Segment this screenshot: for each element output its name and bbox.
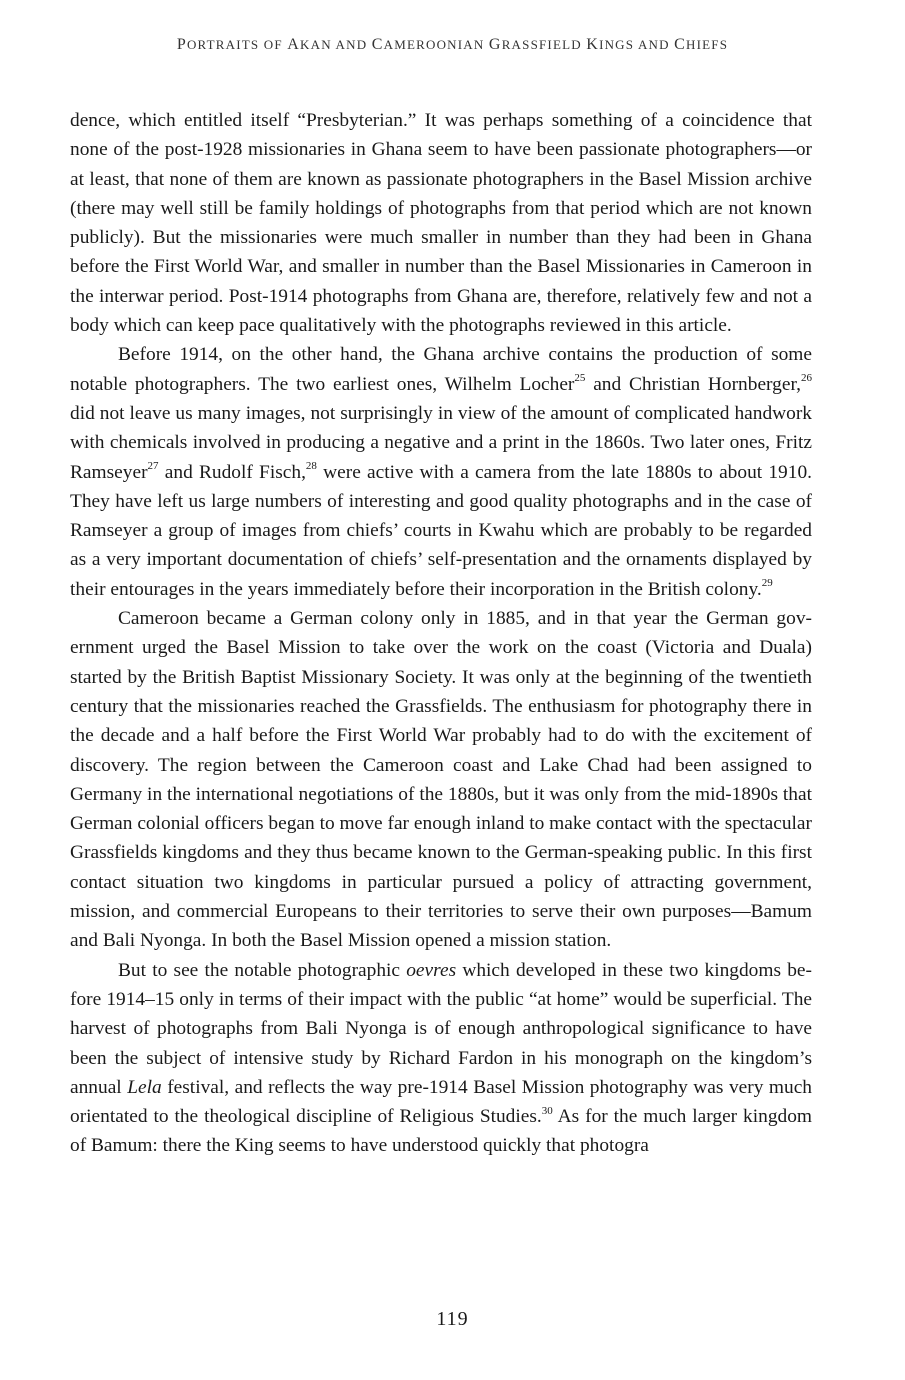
footnote-reference: 30	[541, 1104, 553, 1117]
running-head	[0, 36, 905, 54]
italic-term: Lela	[127, 1076, 162, 1098]
text-run: and Christian Hornberger,	[585, 373, 801, 395]
running-head-word: OF	[263, 37, 283, 52]
body-paragraph	[70, 604, 812, 956]
text-run: As for the much larger kingdom of Bamum: there the King seems to have understood quickly that photogra	[70, 1106, 813, 1157]
body-paragraph	[70, 340, 812, 604]
footnote-reference: 28	[305, 460, 317, 473]
text-run: dence, which entitled itself “Presbyterian.” It was perhaps something of a coincidence that none of the post-1928 missionaries in Ghana seem to have been passionate photographers—or at least, that none of them are known as passionate photographers in the Basel Mission archive (there may well still be family holdings of photographs from that period which are not known publicly). But the missionaries were much smaller in number than they had been in Ghana before the First World War, and smaller in number than the Basel Missionaries in Cameroon in the interwar period. Post-1914 photographs from Ghana are, therefore, relatively few and not a body which can keep pace qualitatively with the photographs reviewed in this article.	[70, 110, 812, 337]
footnote-reference: 25	[574, 372, 586, 385]
footnote-reference: 27	[147, 460, 159, 473]
running-head-word: PORTRAITS	[176, 36, 260, 53]
footnote-reference: 26	[801, 372, 812, 385]
running-head-word: KINGS	[586, 36, 635, 53]
text-run: festival, and reflects the way pre-1914 Basel Mission photography was very much orientated to the theological discipline of Religious Studies.	[70, 1076, 812, 1128]
text-run: Cameroon became a German colony only in 1885, and in that year the German government urged the Basel Mission to take over the work on the coast (Victoria and Duala) started by the British Baptist Missionary Society. It was only at the beginning of the twentieth century that the missionaries reached the Grassfields. The enthusiasm for photography there in the decade and a half before the First World War probably had to do with the excitement of discovery. The region between the Cameroon coast and Lake Chad had been assigned to Germany in the international negotiations of the 1880s, but it was only from the mid-1890s that German colonial officers began to move far enough inland to make contact with the spectacular Grassfields kingdoms and they thus became known to the German-speaking public. In this first contact situation two kingdoms in particular pursued a policy of attracting government, mission, and commercial Europeans to their territories to serve their own purposes—Bamum and Bali Nyonga. In both the Basel Mission opened a mission station.	[70, 608, 812, 952]
text-run: But to see the notable photographic	[118, 959, 407, 981]
running-head-word: AND	[335, 37, 368, 52]
text-run: were active with a camera from the late 1880s to about 1910. They have left us large numbers of interesting and good quality photographs and in the case of Ramseyer a group of images from chiefs’ courts in Kwahu which are probably to be regarded as a very important documentation of chiefs’ self-presentation and the ornaments displayed by their entourages in the years immediately before their incorporation in the British colony.	[70, 461, 812, 600]
text-run: did not leave us many images, not surprisingly in view of the amount of complicated handwork with chemicals involved in producing a negative and a print in the 1860s. Two later ones, Fritz Ramseyer	[70, 402, 812, 483]
running-head-word: AND	[637, 37, 670, 52]
text-run: and Rudolf Fisch,	[158, 461, 306, 483]
running-head-word: CAMEROONIAN	[371, 36, 485, 53]
italic-term: oevres	[406, 959, 457, 981]
running-head-word: GRASSFIELD	[488, 36, 582, 53]
running-head-word: AKAN	[287, 36, 332, 53]
page-number: 119	[436, 1308, 469, 1330]
body-paragraph	[70, 956, 812, 1161]
text-run: Before 1914, on the other hand, the Ghana archive contains the production of some notable photographers. The two earliest ones, Wilhelm Locher	[70, 344, 812, 395]
footnote-reference: 29	[761, 577, 773, 590]
running-head-word: CHIEFS	[674, 36, 729, 53]
body-text	[70, 106, 812, 1161]
body-paragraph	[70, 106, 812, 340]
text-run: which developed in these two kingdoms before 1914–15 only in terms of their impact with the public “at home” would be superficial. The harvest of photographs from Bali Nyonga is of enough anthropological significance to have been the subject of intensive study by Richard Fardon in his monograph on the kingdom’s annual	[70, 959, 812, 1098]
